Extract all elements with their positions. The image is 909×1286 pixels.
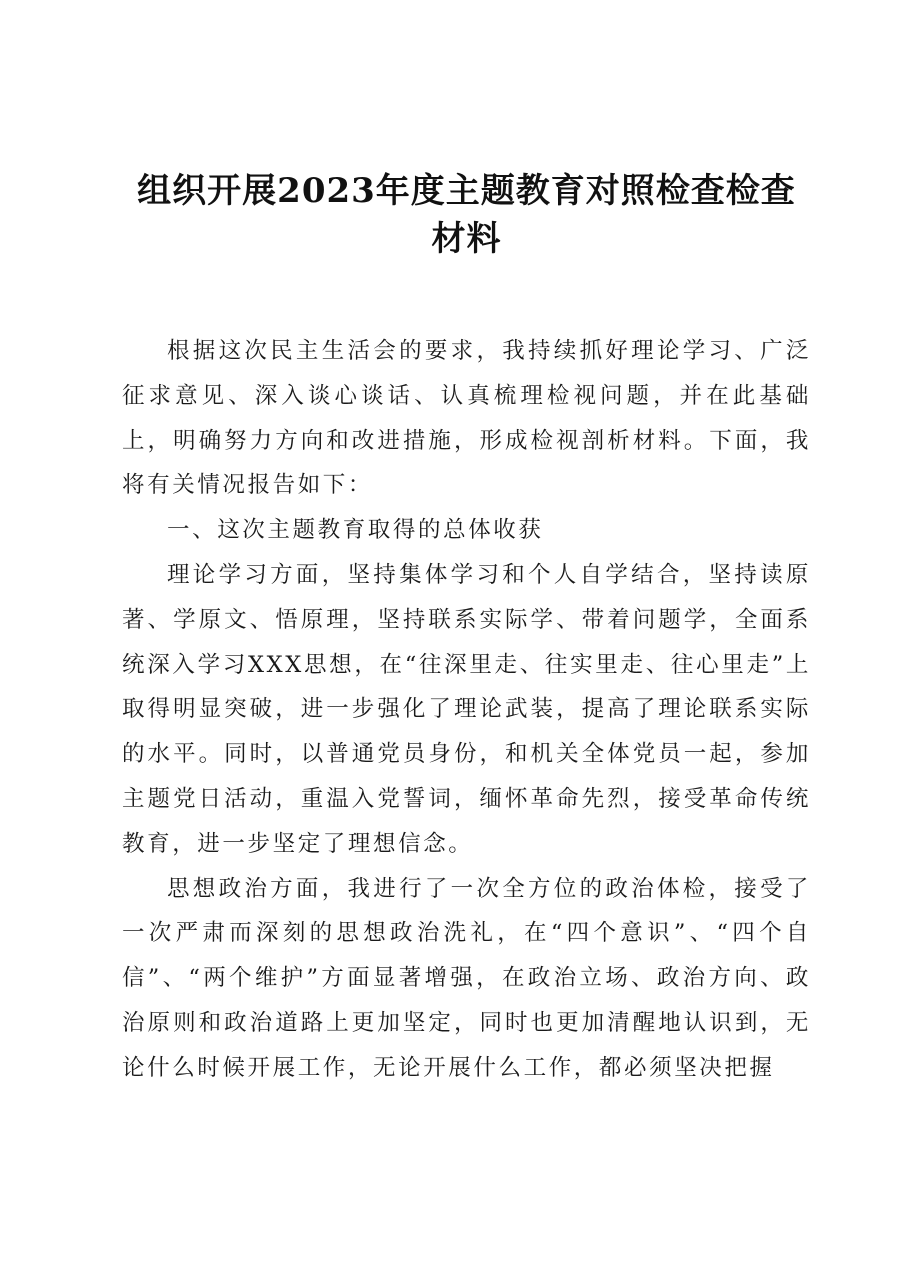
document-body: [122, 329, 811, 1091]
paragraph-intro: 根据这次民主生活会的要求，我持续抓好理论学习、广泛征求意见、深入谈心谈话、认真梳理检视问题，并在此基础上，明确努力方向和改进措施，形成检视剖析材料。下面，我将有关情况报告如下：: [122, 338, 811, 499]
paragraph-theory-study: 理论学习方面，坚持集体学习和个人自学结合，坚持读原著、学原文、悟原理，坚持联系实际学、带着问题学，全面系统深入学习XXX思想，在“往深里走、往实里走、往心里走”上取得明显突破，进一步强化了理论武装，提高了理论联系实际的水平。同时，以普通党员身份，和机关全体党员一起，参加主题党日活动，重温入党誓词，缅怀革命先烈，接受革命传统教育，进一步坚定了理想信念。: [122, 561, 811, 857]
paragraph-ideological-politics: 思想政治方面，我进行了一次全方位的政治体检，接受了一次严肃而深刻的思想政治洗礼，在“四个意识”、“四个自信”、“两个维护”方面显著增强，在政治立场、政治方向、政治原则和政治道路上更加坚定，同时也更加清醒地认识到，无论什么时候开展工作，无论开展什么工作，都必须坚决把握: [122, 875, 811, 1081]
document-title: 组织开展2023年度主题教育对照检查检查材料: [137, 171, 796, 259]
section-heading-overall-gains: 一、这次主题教育取得的总体收获: [167, 517, 544, 544]
